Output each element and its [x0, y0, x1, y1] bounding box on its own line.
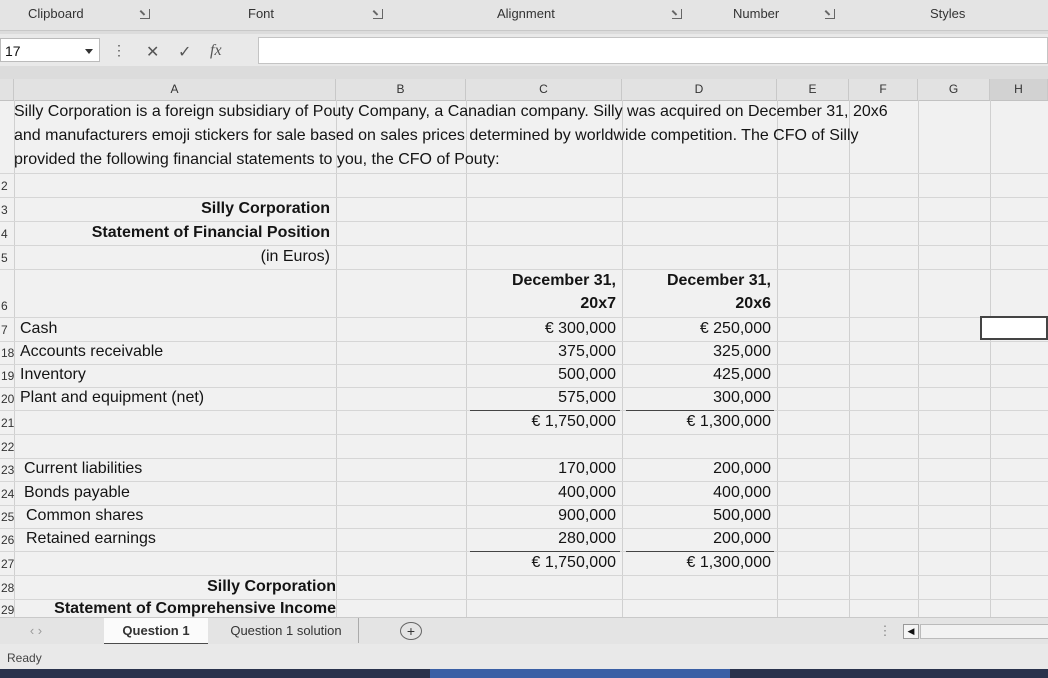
grid-line [0, 221, 1048, 222]
value-20x6[interactable]: 500,000 [713, 507, 771, 524]
total-liabilities-20x6[interactable]: € 1,300,000 [686, 554, 771, 571]
total-underline [470, 410, 620, 411]
column-header-b[interactable]: B [336, 79, 466, 100]
grid-line [0, 481, 1048, 482]
alignment-launcher-icon[interactable] [672, 9, 682, 19]
header-2017-line2[interactable]: 20x7 [580, 295, 616, 312]
row-number[interactable]: 7 [1, 323, 8, 337]
column-header-f[interactable]: F [849, 79, 918, 100]
column-header-c[interactable]: C [466, 79, 622, 100]
intro-line-1[interactable]: Silly Corporation is a foreign subsidiary of Pouty Company, a Canadian company. Silly was acquired on December 31, 20x6 [14, 103, 888, 120]
value-20x6[interactable]: 325,000 [713, 343, 771, 360]
enter-icon[interactable]: ✓ [178, 44, 192, 61]
total-assets-20x6[interactable]: € 1,300,000 [686, 413, 771, 430]
row-label[interactable]: Accounts receivable [20, 343, 164, 360]
ribbon-group-clipboard: Clipboard [28, 6, 84, 21]
value-20x7[interactable]: 500,000 [558, 366, 616, 383]
row-label[interactable]: Plant and equipment (net) [20, 389, 205, 406]
column-header-d[interactable]: D [622, 79, 777, 100]
row-number[interactable]: 4 [1, 227, 8, 241]
row-number[interactable]: 28 [1, 581, 15, 595]
grid-line [849, 100, 850, 617]
ribbon [0, 0, 1048, 31]
row-label[interactable]: Retained earnings [26, 530, 156, 547]
cancel-icon[interactable]: ✕ [146, 44, 160, 61]
ribbon-group-font: Font [248, 6, 275, 21]
row-number[interactable]: 27 [1, 557, 15, 571]
column-header-row [0, 79, 1048, 101]
header-2017-line1[interactable]: December 31, [511, 272, 616, 289]
more-icon[interactable]: ⋮ [112, 42, 126, 58]
row-label[interactable]: Cash [20, 320, 58, 337]
add-sheet-icon[interactable]: + [400, 622, 422, 640]
grid-line [0, 364, 1048, 365]
grid-line [0, 387, 1048, 388]
grid-line [0, 197, 1048, 198]
column-header-a[interactable]: A [14, 79, 336, 100]
font-launcher-icon[interactable] [373, 9, 383, 19]
grid-line [0, 173, 1048, 174]
row-number[interactable]: 26 [1, 533, 15, 547]
grid-line [0, 434, 1048, 435]
intro-line-3[interactable]: provided the following financial statements to you, the CFO of Pouty: [14, 151, 500, 168]
row-number[interactable]: 21 [1, 416, 15, 430]
number-launcher-icon[interactable] [825, 9, 835, 19]
name-box[interactable] [0, 38, 100, 62]
taskbar-highlight [430, 669, 730, 678]
row-number[interactable]: 18 [1, 346, 15, 360]
status-text: Ready [7, 651, 42, 665]
clipboard-launcher-icon[interactable] [140, 9, 150, 19]
active-cell[interactable] [980, 316, 1048, 340]
grid-line [336, 100, 337, 617]
insert-function-icon[interactable]: fx [210, 42, 222, 59]
header-2016-line1[interactable]: December 31, [666, 272, 771, 289]
grid-line [0, 317, 1048, 318]
value-20x7[interactable]: 575,000 [558, 389, 616, 406]
total-liabilities-20x7[interactable]: € 1,750,000 [531, 554, 616, 571]
formula-input[interactable] [258, 37, 1048, 64]
grid-line [0, 269, 1048, 270]
row-number[interactable]: 19 [1, 369, 15, 383]
sheet-tabs [0, 617, 1048, 645]
statement-title-2[interactable]: Statement of Comprehensive Income [54, 600, 336, 617]
row-number[interactable]: 5 [1, 251, 8, 265]
worksheet[interactable] [0, 79, 1048, 617]
row-label[interactable]: Inventory [20, 366, 86, 383]
grid-line [0, 505, 1048, 506]
select-all-corner[interactable] [0, 79, 14, 100]
grid-line [918, 100, 919, 617]
ribbon-group-styles: Styles [930, 6, 966, 21]
value-20x7[interactable]: € 300,000 [544, 320, 616, 337]
column-header-g[interactable]: G [918, 79, 990, 100]
column-header-h[interactable]: H [990, 79, 1048, 100]
value-20x7[interactable]: 170,000 [558, 460, 616, 477]
header-2016-line2[interactable]: 20x6 [735, 295, 771, 312]
ribbon-group-number: Number [733, 6, 780, 21]
row-number[interactable]: 25 [1, 510, 15, 524]
scroll-left-icon[interactable]: ◀ [903, 624, 919, 639]
value-20x6[interactable]: 200,000 [713, 460, 771, 477]
row-number[interactable]: 3 [1, 203, 8, 217]
company-name[interactable]: Silly Corporation [201, 200, 330, 217]
more-icon[interactable]: ⋮ [878, 623, 892, 638]
name-box-value: 17 [5, 43, 21, 59]
currency-note[interactable]: (in Euros) [260, 248, 330, 265]
grid-line [0, 458, 1048, 459]
grid-line [777, 100, 778, 617]
grid-line [0, 341, 1048, 342]
row-number[interactable]: 23 [1, 463, 15, 477]
total-underline [626, 410, 774, 411]
grid-line [990, 100, 991, 617]
company-name-2[interactable]: Silly Corporation [207, 578, 336, 595]
tab-question-1-solution[interactable]: Question 1 solution [214, 618, 359, 643]
row-label[interactable]: Bonds payable [24, 484, 130, 501]
value-20x6[interactable]: 425,000 [713, 366, 771, 383]
formula-bar [0, 34, 1048, 66]
row-number[interactable]: 24 [1, 487, 15, 501]
grid-line [0, 528, 1048, 529]
intro-line-2[interactable]: and manufacturers emoji stickers for sale based on sales prices determined by worldwide competition. The CFO of Silly [14, 127, 859, 144]
scroll-tabs-left-icon[interactable]: ‹ › [29, 623, 43, 638]
row-label[interactable]: Current liabilities [24, 460, 143, 477]
total-underline [626, 551, 774, 552]
value-20x7[interactable]: 375,000 [558, 343, 616, 360]
value-20x6[interactable]: 400,000 [713, 484, 771, 501]
total-assets-20x7[interactable]: € 1,750,000 [531, 413, 616, 430]
value-20x6[interactable]: € 250,000 [699, 320, 771, 337]
value-20x6[interactable]: 300,000 [713, 389, 771, 406]
row-number[interactable]: 29 [1, 603, 15, 617]
row-label[interactable]: Common shares [26, 507, 144, 524]
column-header-e[interactable]: E [777, 79, 849, 100]
row-number[interactable]: 6 [1, 299, 8, 313]
row-number[interactable]: 2 [1, 179, 8, 193]
taskbar-strip [0, 669, 1048, 678]
row-number[interactable]: 22 [1, 440, 15, 454]
value-20x7[interactable]: 280,000 [558, 530, 616, 547]
total-underline [470, 551, 620, 552]
horizontal-scrollbar[interactable] [920, 624, 1048, 639]
grid-line [0, 575, 1048, 576]
value-20x6[interactable]: 200,000 [713, 530, 771, 547]
grid-line [0, 245, 1048, 246]
ribbon-group-alignment: Alignment [497, 6, 555, 21]
tab-question-1[interactable]: Question 1 [104, 618, 208, 645]
value-20x7[interactable]: 900,000 [558, 507, 616, 524]
statement-title[interactable]: Statement of Financial Position [91, 224, 330, 241]
chevron-down-icon[interactable] [85, 49, 93, 54]
value-20x7[interactable]: 400,000 [558, 484, 616, 501]
row-number[interactable]: 20 [1, 392, 15, 406]
